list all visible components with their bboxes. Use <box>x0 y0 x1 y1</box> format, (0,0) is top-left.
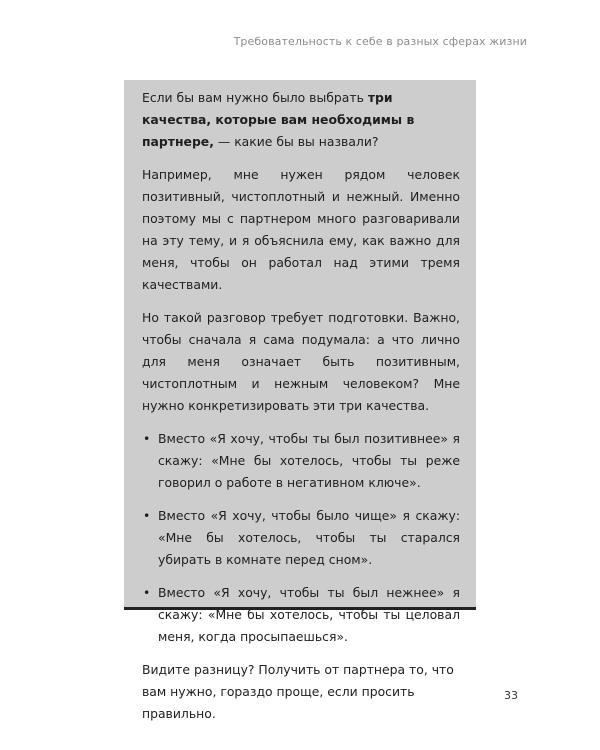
callout-box <box>124 80 476 721</box>
bullet-icon: • <box>143 508 151 523</box>
bullet-icon: • <box>143 431 151 446</box>
list-item-text: Вместо «Я хочу, чтобы ты был позитивнее» я скажу: «Мне бы хотелось, чтобы ты реже говорил о работе в негативном ключе». <box>158 431 460 490</box>
running-header: Требовательность к себе в разных сферах жизни <box>233 35 527 48</box>
list-item-text: Вместо «Я хочу, чтобы было чище» я скажу: «Мне бы хотелось, чтобы ты старался убирать в комнате перед сном». <box>158 508 460 567</box>
paragraph-preparation: Но такой разговор требует подготовки. Важно, чтобы сначала я сама подумала: а что лично для меня означает быть позитивным, чистоплотным и нежным человеком? Мне нужно конкретизировать эти три качества. <box>142 310 460 413</box>
list-item-text: Вместо «Я хочу, чтобы ты был нежнее» я скажу: «Мне бы хотелось, чтобы ты целовал меня, когда просыпаешься». <box>158 585 460 644</box>
list-item <box>142 505 460 571</box>
list-item <box>142 428 460 494</box>
paragraph-example: Например, мне нужен рядом человек позитивный, чистоплотный и нежный. Именно поэтому мы с партнером много разговаривали на эту тему, и я объяснила ему, как важно для меня, чтобы он работал над этими тремя качествами. <box>142 167 460 292</box>
paragraph-question <box>142 87 460 153</box>
question-emphasis: три качества, которые вам необходимы в партнере, <box>142 90 415 149</box>
bullet-list <box>142 428 460 648</box>
list-item <box>142 582 460 648</box>
bullet-icon: • <box>143 585 151 600</box>
question-lead: Если бы вам нужно было выбрать <box>142 90 368 105</box>
paragraph-conclusion: Видите разницу? Получить от партнера то, что вам нужно, гораздо проще, если просить правильно. <box>142 662 454 721</box>
page-number: 33 <box>504 689 518 702</box>
question-tail: — какие бы вы назвали? <box>213 134 379 149</box>
